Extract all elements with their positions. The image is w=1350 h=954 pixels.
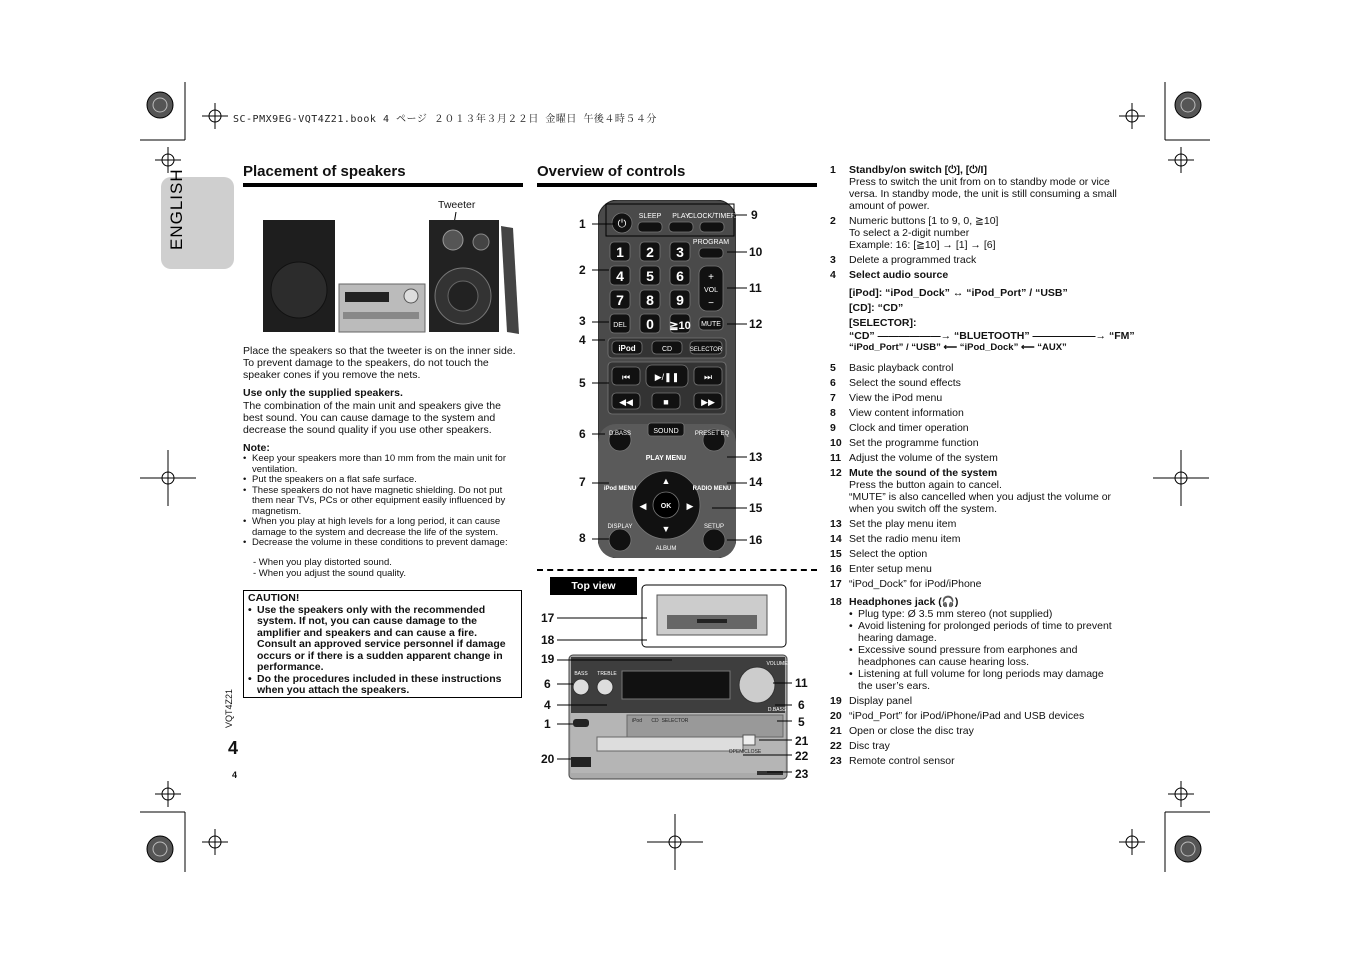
list-item: 15 Select the option	[830, 548, 928, 560]
unit-bass-label: BASS	[574, 671, 588, 677]
unit-cd-label: CD	[651, 718, 659, 724]
callout-11: 11	[749, 281, 762, 295]
controls-list	[830, 164, 1135, 767]
title-rule	[243, 183, 523, 187]
callout-5: 5	[579, 376, 586, 390]
album-label: ALBUM	[655, 546, 677, 552]
unit-treble-label: TREBLE	[597, 671, 617, 677]
source-selector: [SELECTOR]:	[849, 317, 917, 329]
caution-heading: CAUTION!	[248, 592, 300, 604]
digit-7-label: 7	[616, 292, 624, 308]
list-item: 4 Select audio source	[830, 269, 949, 281]
list-item: 23 Remote control sensor	[830, 755, 955, 767]
svg-text:◀◀: ◀◀	[619, 397, 633, 407]
digit-1-label: 1	[616, 244, 624, 260]
dbass-label: D.BASS	[608, 431, 632, 437]
unit-selector-label: SELECTOR	[661, 718, 689, 724]
list-item: 13 Set the play menu item	[830, 518, 957, 530]
page-number-large: 4	[228, 738, 239, 758]
callout-4b: 4	[544, 698, 551, 712]
list-item: 18 Headphones jack (🎧) • Plug type: Ø 3.5 mm stereo (not supplied) • Avoid listening for prolonged periods of time to prevent hearing damage. • Excessive sound pressure from earphones and headphones can cause hearing loss. • Listening at full volume for long periods may damage the user’s ears.	[830, 596, 1120, 692]
ok-label: OK	[660, 503, 672, 510]
dashed-divider	[537, 569, 817, 571]
callout-5b: 5	[798, 715, 805, 729]
callout-2: 2	[579, 263, 586, 277]
power-icon: ⏻	[617, 218, 627, 230]
list-item: 16 Enter setup menu	[830, 563, 932, 575]
page-number-small: 4	[232, 770, 238, 780]
callout-13: 13	[749, 450, 763, 464]
top-view-label: Top view	[550, 577, 637, 595]
svg-text:▶: ▶	[686, 501, 694, 511]
unit-ipod-label: iPod	[631, 718, 643, 724]
note-item: • Put the speakers on a flat safe surface.	[243, 475, 523, 486]
svg-text:◀: ◀	[639, 501, 647, 511]
selector-label: SELECTOR	[689, 347, 723, 353]
source-chain-1: “CD” ——————→ “BLUETOOTH” ——————→ “FM”	[849, 330, 1135, 342]
unit-volume-label: VOLUME	[766, 661, 788, 667]
speakers-illustration	[263, 212, 525, 336]
callout-20: 20	[541, 752, 555, 766]
list-item: 6 Select the sound effects	[830, 377, 961, 389]
digit-10plus-label: ≧10	[669, 320, 691, 332]
placement-intro: Place the speakers so that the tweeter is on the inner side. To prevent damage to the speakers, do not touch the speaker cones if you remove the nets.	[243, 345, 516, 381]
display-label: DISPLAY	[607, 524, 633, 530]
digit-0-label: 0	[646, 316, 654, 332]
callout-10: 10	[749, 245, 763, 259]
headphone-bullets	[849, 608, 1120, 692]
svg-text:▲: ▲	[661, 476, 671, 486]
language-tab-label: ENGLISH	[167, 168, 186, 250]
caution-item: • Use the speakers only with the recommended system. If not, you can cause damage to the amplifier and speakers and can cause a fire. Consult an approved service personnel if damage occurs or if there is a sudden apparent change in performance.	[248, 605, 517, 674]
callout-18: 18	[541, 633, 555, 647]
note-item: • When you play at high levels for a long period, it can cause damage to the system and decrease the life of the system.	[243, 517, 523, 538]
headphone-bullet: • Excessive sound pressure from earphones and headphones can cause hearing loss.	[849, 644, 1120, 668]
svg-text:■: ■	[663, 397, 669, 407]
callout-17: 17	[541, 611, 555, 625]
digit-8-label: 8	[646, 292, 654, 308]
notes-list	[243, 454, 523, 549]
svg-text:−: −	[708, 298, 714, 309]
section-title-controls: Overview of controls	[537, 163, 686, 180]
list-item: 21 Open or close the disc tray	[830, 725, 974, 737]
callout-22: 22	[795, 749, 809, 763]
svg-text:⏮: ⏮	[621, 372, 631, 382]
digit-5-label: 5	[646, 268, 654, 284]
play-label: PLAY	[672, 213, 690, 220]
list-item: 14 Set the radio menu item	[830, 533, 961, 545]
headphone-bullet: • Listening at full volume for long periods may damage the user’s ears.	[849, 668, 1120, 692]
ipod-menu-label: iPod MENU	[603, 486, 637, 492]
list-item: 9 Clock and timer operation	[830, 422, 969, 434]
vol-label: VOL	[703, 287, 719, 294]
svg-text:+: +	[708, 272, 714, 283]
ipod-label: iPod	[618, 344, 636, 353]
sub-note: - When you adjust the sound quality.	[253, 568, 406, 579]
unit-open-close-label: OPEN/CLOSE	[728, 749, 762, 755]
source-chain-2: “iPod_Port” / “USB” ⟵ “iPod_Dock” ⟵ “AUX”	[849, 342, 1067, 353]
callout-3: 3	[579, 314, 586, 328]
source-ipod: [iPod]: “iPod_Dock” ↔ “iPod_Port” / “USB”	[849, 287, 1068, 299]
list-item: 5 Basic playback control	[830, 362, 954, 374]
file-header: SC-PMX9EG-VQT4Z21.book 4 ページ ２０１３年３月２２日 金曜日 午後４時５４分	[233, 114, 657, 125]
digit-6-label: 6	[676, 268, 684, 284]
list-item: 8 View content information	[830, 407, 964, 419]
list-item: 3 Delete a programmed track	[830, 254, 977, 266]
supplied-heading: Use only the supplied speakers.	[243, 387, 403, 399]
title-rule	[537, 183, 817, 187]
del-label: DEL	[613, 322, 627, 329]
callout-16: 16	[749, 533, 763, 547]
supplied-text: The combination of the main unit and speakers give the best sound. You can cause damage to the system and decrease the sound quality if you use other speakers.	[243, 400, 501, 436]
svg-text:▶▶: ▶▶	[701, 397, 715, 407]
callout-12: 12	[749, 317, 763, 331]
mute-label: MUTE	[701, 321, 721, 328]
headphone-bullet: • Avoid listening for prolonged periods of time to prevent hearing damage.	[849, 620, 1120, 644]
svg-text:▶/❚❚: ▶/❚❚	[654, 372, 680, 382]
side-code: VQT4Z21	[224, 688, 234, 728]
section-title-placement: Placement of speakers	[243, 163, 406, 180]
svg-text:⏭: ⏭	[703, 372, 713, 382]
digit-4-label: 4	[616, 268, 624, 284]
sound-label: SOUND	[653, 428, 679, 435]
callout-6c: 6	[798, 698, 805, 712]
tweeter-label: Tweeter	[438, 199, 476, 211]
callout-23: 23	[795, 767, 809, 781]
caution-box	[243, 590, 522, 698]
note-item: • Keep your speakers more than 10 mm from the main unit for ventilation.	[243, 454, 523, 475]
sub-note: - When you play distorted sound.	[253, 557, 392, 568]
play-menu-label: PLAY MENU	[645, 455, 687, 462]
preset-eq-label: PRESET EQ	[694, 431, 730, 437]
list-item: 1 Standby/on switch [⏻], [⏻/I] Press to switch the unit from on to standby mode or vice versa. In standby mode, the unit is still consuming a small amount of power.	[830, 164, 1117, 212]
callout-8: 8	[579, 531, 586, 545]
note-heading: Note:	[243, 442, 270, 454]
callout-7: 7	[579, 475, 586, 489]
clock-label: CLOCK/TIMER	[688, 213, 736, 220]
headphone-bullet: • Plug type: Ø 3.5 mm stereo (not supplied)	[849, 608, 1120, 620]
callout-6b: 6	[544, 677, 551, 691]
callout-1: 1	[579, 217, 586, 231]
digit-2-label: 2	[646, 244, 654, 260]
callout-14: 14	[749, 475, 763, 489]
list-item: 10 Set the programme function	[830, 437, 979, 449]
program-label: PROGRAM	[692, 239, 730, 246]
radio-menu-label: RADIO MENU	[692, 486, 732, 492]
caution-item: • Do the procedures included in these instructions when you attach the speakers.	[248, 674, 517, 697]
list-item: 19 Display panel	[830, 695, 913, 707]
callout-6: 6	[579, 427, 586, 441]
list-item: 2 Numeric buttons [1 to 9, 0, ≧10] To select a 2-digit number Example: 16: [≧10] → [1] → [6]	[830, 215, 999, 251]
main-unit-illustration	[537, 583, 817, 783]
note-item: • These speakers do not have magnetic shielding. Do not put them near TVs, PCs or other equipment easily influenced by magnetism.	[243, 486, 523, 518]
digit-9-label: 9	[676, 292, 684, 308]
unit-dbass-label: D.BASS	[767, 707, 787, 713]
language-tab	[161, 168, 234, 269]
list-item: 20 “iPod_Port” for iPod/iPhone/iPad and USB devices	[830, 710, 1085, 722]
digit-3-label: 3	[676, 244, 684, 260]
cd-label: CD	[661, 346, 673, 353]
list-item: 7 View the iPod menu	[830, 392, 943, 404]
list-item: 11 Adjust the volume of the system	[830, 452, 998, 464]
callout-19: 19	[541, 652, 555, 666]
list-item: 22 Disc tray	[830, 740, 890, 752]
callout-21: 21	[795, 734, 809, 748]
svg-text:▼: ▼	[661, 524, 671, 534]
setup-label: SETUP	[703, 524, 725, 530]
sleep-label: SLEEP	[638, 213, 662, 220]
callout-15: 15	[749, 501, 763, 515]
callout-4: 4	[579, 333, 586, 347]
callout-1b: 1	[544, 717, 551, 731]
caution-list	[248, 605, 517, 697]
list-item: 12 Mute the sound of the system Press the button again to cancel. “MUTE” is also cancelled when you adjust the volume or when you switch off the system.	[830, 467, 1112, 515]
callout-9: 9	[751, 208, 758, 222]
callout-11b: 11	[795, 676, 808, 690]
source-cd: [CD]: “CD”	[849, 302, 904, 314]
note-item: • Decrease the volume in these conditions to prevent damage:	[243, 538, 523, 549]
list-item: 17 “iPod_Dock” for iPod/iPhone	[830, 578, 982, 590]
